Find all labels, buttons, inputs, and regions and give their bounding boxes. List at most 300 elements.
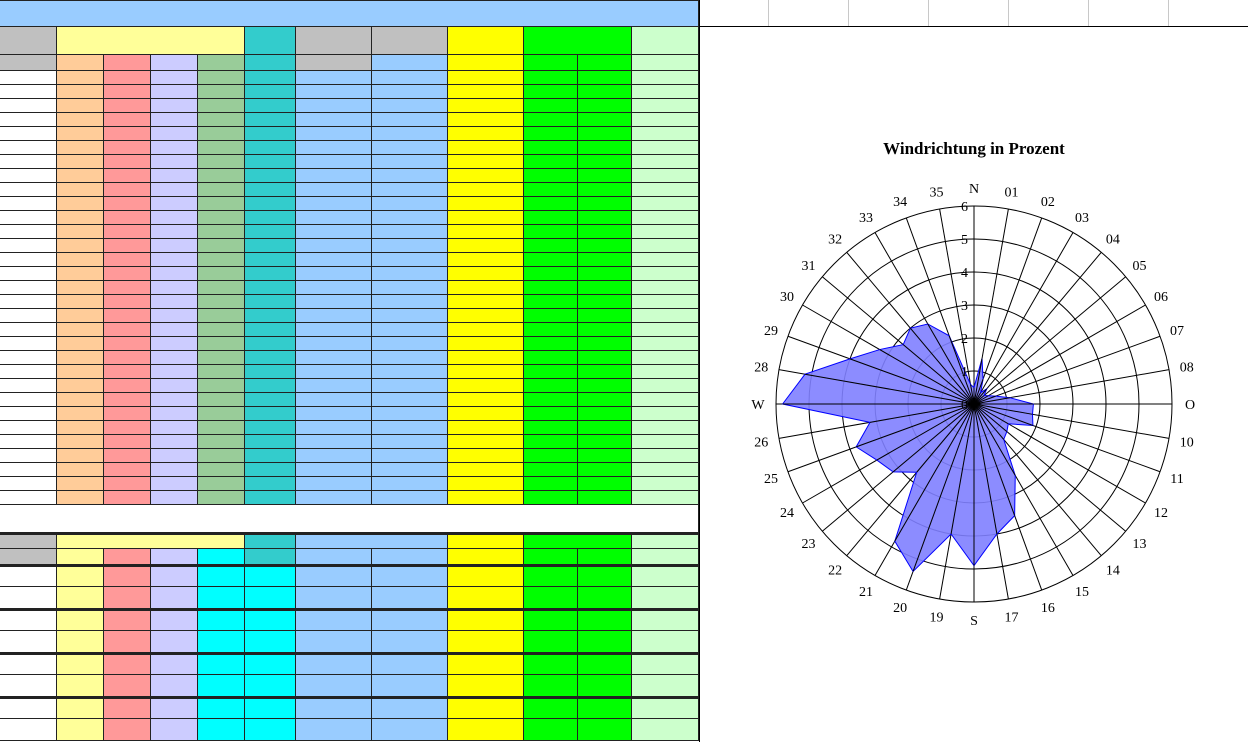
table-cell xyxy=(57,463,104,477)
summary-cell xyxy=(632,631,699,653)
table-cell xyxy=(198,393,245,407)
table-cell xyxy=(372,549,448,565)
table-cell xyxy=(57,365,104,379)
table-cell xyxy=(151,323,198,337)
table-cell xyxy=(296,491,372,505)
table-cell xyxy=(245,435,296,449)
summary-cell xyxy=(198,653,245,675)
table-cell xyxy=(578,239,632,253)
table-cell xyxy=(578,211,632,225)
table-cell xyxy=(296,295,372,309)
summary-cell xyxy=(524,631,578,653)
table-cell xyxy=(632,309,699,323)
direction-label: 32 xyxy=(828,232,843,248)
sum-header-wind xyxy=(524,533,632,549)
table-cell xyxy=(245,239,296,253)
day-label xyxy=(0,477,57,491)
sheet-title xyxy=(0,0,699,27)
table-cell xyxy=(448,127,524,141)
table-cell xyxy=(245,379,296,393)
table-cell xyxy=(372,99,448,113)
sum-subheader xyxy=(448,549,524,565)
table-cell xyxy=(104,155,151,169)
table-cell xyxy=(372,365,448,379)
table-cell xyxy=(57,379,104,393)
summary-cell xyxy=(524,565,578,587)
table-cell xyxy=(198,169,245,183)
table-cell xyxy=(245,85,296,99)
summary-cell xyxy=(372,653,448,675)
summary-cell xyxy=(578,675,632,697)
summary-cell xyxy=(104,653,151,675)
summary-cell xyxy=(151,653,198,675)
table-cell xyxy=(372,351,448,365)
table-cell xyxy=(524,379,578,393)
table-cell xyxy=(245,183,296,197)
day-label xyxy=(0,225,57,239)
summary-label xyxy=(0,653,57,675)
table-cell xyxy=(245,281,296,295)
table-cell xyxy=(372,169,448,183)
sum-subheader xyxy=(198,549,245,565)
table-cell xyxy=(372,491,448,505)
table-cell xyxy=(632,351,699,365)
table-cell xyxy=(524,323,578,337)
summary-cell xyxy=(296,609,372,631)
table-cell xyxy=(198,309,245,323)
table-cell xyxy=(578,169,632,183)
table-cell xyxy=(524,295,578,309)
table-cell xyxy=(632,141,699,155)
table-cell xyxy=(296,113,372,127)
summary-cell xyxy=(296,653,372,675)
summary-cell xyxy=(104,631,151,653)
header-sonne xyxy=(448,27,524,55)
table-cell xyxy=(104,225,151,239)
table-cell xyxy=(245,491,296,505)
table-cell xyxy=(296,421,372,435)
table-cell xyxy=(0,505,699,533)
table-cell xyxy=(104,421,151,435)
table-cell xyxy=(632,183,699,197)
header-temp-emin xyxy=(198,55,245,71)
table-cell xyxy=(578,365,632,379)
summary-cell xyxy=(245,653,296,675)
table-cell xyxy=(0,533,57,549)
day-label xyxy=(0,365,57,379)
sum-subheader xyxy=(245,549,296,565)
table-cell xyxy=(448,393,524,407)
table-cell xyxy=(372,183,448,197)
table-cell xyxy=(57,337,104,351)
table-cell xyxy=(151,267,198,281)
table-cell xyxy=(198,435,245,449)
radial-tick-label: 2 xyxy=(961,332,968,347)
sum-header-taupkt xyxy=(245,533,296,549)
summary-cell xyxy=(632,697,699,719)
table-cell xyxy=(151,309,198,323)
direction-label: 33 xyxy=(859,210,873,226)
table-cell xyxy=(578,421,632,435)
table-cell xyxy=(104,183,151,197)
table-cell xyxy=(104,253,151,267)
table-cell xyxy=(524,309,578,323)
summary-label xyxy=(0,719,57,741)
table-cell xyxy=(57,85,104,99)
table-cell xyxy=(448,155,524,169)
table-cell xyxy=(296,169,372,183)
table-cell xyxy=(57,323,104,337)
table-cell xyxy=(448,379,524,393)
sum-header-sonne xyxy=(448,533,524,549)
table-cell xyxy=(151,141,198,155)
table-cell xyxy=(198,337,245,351)
table-cell xyxy=(632,155,699,169)
table-cell xyxy=(448,421,524,435)
table-cell xyxy=(372,225,448,239)
table-cell xyxy=(448,141,524,155)
table-cell xyxy=(296,365,372,379)
table-cell xyxy=(198,197,245,211)
table-cell xyxy=(372,323,448,337)
summary-cell xyxy=(578,609,632,631)
table-cell xyxy=(104,491,151,505)
summary-cell xyxy=(57,631,104,653)
direction-label: 10 xyxy=(1179,435,1194,451)
table-cell xyxy=(448,407,524,421)
table-cell xyxy=(245,477,296,491)
table-cell xyxy=(448,365,524,379)
header-wind-mittel xyxy=(524,55,578,71)
table-cell xyxy=(57,407,104,421)
table-cell xyxy=(151,491,198,505)
direction-label: 06 xyxy=(1154,290,1169,305)
table-cell xyxy=(198,253,245,267)
table-cell xyxy=(632,281,699,295)
table-cell xyxy=(151,211,198,225)
table-cell xyxy=(151,435,198,449)
header-luftdruck-mittel xyxy=(632,55,699,71)
day-label xyxy=(0,85,57,99)
table-cell xyxy=(296,85,372,99)
summary-cell xyxy=(632,587,699,609)
table-cell xyxy=(198,85,245,99)
table-cell xyxy=(57,295,104,309)
summary-cell xyxy=(524,719,578,741)
sum-header-luftdruck xyxy=(632,533,699,549)
table-cell xyxy=(296,239,372,253)
table-cell xyxy=(245,407,296,421)
table-cell xyxy=(198,365,245,379)
table-cell xyxy=(296,71,372,85)
summary-cell xyxy=(104,719,151,741)
wind-rose-chart xyxy=(699,0,1248,742)
summary-cell xyxy=(104,609,151,631)
table-cell xyxy=(57,253,104,267)
table-cell xyxy=(151,225,198,239)
table-cell xyxy=(104,239,151,253)
table-cell xyxy=(524,351,578,365)
table-cell xyxy=(57,99,104,113)
table-cell xyxy=(57,351,104,365)
table-cell xyxy=(372,449,448,463)
table-cell xyxy=(372,309,448,323)
table-cell xyxy=(632,267,699,281)
table-cell xyxy=(372,113,448,127)
summary-cell xyxy=(104,565,151,587)
table-cell xyxy=(245,323,296,337)
table-cell xyxy=(372,337,448,351)
summary-cell xyxy=(448,609,524,631)
direction-label: W xyxy=(751,398,765,413)
table-cell xyxy=(57,197,104,211)
summary-cell xyxy=(578,587,632,609)
summary-cell xyxy=(198,631,245,653)
summary-cell xyxy=(296,719,372,741)
direction-label: 21 xyxy=(859,585,873,601)
table-cell xyxy=(104,197,151,211)
table-cell xyxy=(372,127,448,141)
day-label xyxy=(0,281,57,295)
table-cell xyxy=(372,253,448,267)
table-cell xyxy=(245,155,296,169)
table-cell xyxy=(57,169,104,183)
header-luftdruck xyxy=(632,27,699,55)
table-cell xyxy=(524,99,578,113)
table-cell xyxy=(57,113,104,127)
table-cell xyxy=(632,393,699,407)
table-cell xyxy=(296,449,372,463)
direction-label: 05 xyxy=(1132,259,1147,275)
day-label xyxy=(0,253,57,267)
table-cell xyxy=(104,393,151,407)
direction-label: 24 xyxy=(779,506,794,521)
table-cell xyxy=(57,225,104,239)
table-cell xyxy=(448,183,524,197)
table-cell xyxy=(198,141,245,155)
table-cell xyxy=(198,449,245,463)
summary-cell xyxy=(448,565,524,587)
direction-label: 34 xyxy=(893,195,908,211)
table-cell xyxy=(578,295,632,309)
summary-cell xyxy=(372,675,448,697)
summary-label xyxy=(0,587,57,609)
sum-subheader xyxy=(57,549,104,565)
sum-subheader xyxy=(104,549,151,565)
sum-header-temperatur xyxy=(57,533,245,549)
summary-cell xyxy=(578,697,632,719)
table-cell xyxy=(578,113,632,127)
table-cell xyxy=(632,407,699,421)
table-cell xyxy=(245,169,296,183)
direction-label: 26 xyxy=(754,435,769,451)
table-cell xyxy=(448,309,524,323)
table-cell xyxy=(632,85,699,99)
summary-cell xyxy=(448,675,524,697)
table-cell xyxy=(151,169,198,183)
table-cell xyxy=(198,71,245,85)
table-cell xyxy=(198,211,245,225)
table-cell xyxy=(448,253,524,267)
summary-cell xyxy=(245,565,296,587)
table-cell xyxy=(198,183,245,197)
table-cell xyxy=(632,379,699,393)
table-cell xyxy=(524,183,578,197)
table-cell xyxy=(632,99,699,113)
summary-cell xyxy=(245,675,296,697)
table-cell xyxy=(524,477,578,491)
direction-label: 31 xyxy=(801,259,816,275)
table-cell xyxy=(448,295,524,309)
header-wind-max xyxy=(578,55,632,71)
day-label xyxy=(0,295,57,309)
table-cell xyxy=(448,477,524,491)
summary-cell xyxy=(372,565,448,587)
table-cell xyxy=(524,141,578,155)
table-cell xyxy=(372,211,448,225)
day-label xyxy=(0,211,57,225)
table-cell xyxy=(578,253,632,267)
table-cell xyxy=(104,449,151,463)
table-cell xyxy=(151,197,198,211)
summary-cell xyxy=(57,675,104,697)
table-cell xyxy=(372,267,448,281)
table-cell xyxy=(632,477,699,491)
table-cell xyxy=(104,477,151,491)
table-cell xyxy=(578,267,632,281)
table-cell xyxy=(524,407,578,421)
table-cell xyxy=(296,407,372,421)
day-label xyxy=(0,323,57,337)
table-cell xyxy=(245,127,296,141)
direction-label: 15 xyxy=(1075,585,1089,601)
table-cell xyxy=(245,113,296,127)
table-cell xyxy=(524,393,578,407)
table-cell xyxy=(104,435,151,449)
table-cell xyxy=(524,365,578,379)
table-cell xyxy=(632,337,699,351)
table-cell xyxy=(57,239,104,253)
table-cell xyxy=(245,211,296,225)
day-label xyxy=(0,435,57,449)
summary-cell xyxy=(104,675,151,697)
table-cell xyxy=(296,253,372,267)
table-cell xyxy=(296,99,372,113)
summary-cell xyxy=(578,631,632,653)
table-cell xyxy=(448,239,524,253)
summary-cell xyxy=(448,719,524,741)
direction-label: N xyxy=(968,182,980,197)
table-cell xyxy=(632,463,699,477)
summary-cell xyxy=(151,719,198,741)
summary-cell xyxy=(632,565,699,587)
direction-label: 14 xyxy=(1105,563,1120,579)
table-cell xyxy=(151,337,198,351)
direction-label: 35 xyxy=(929,185,944,201)
table-cell xyxy=(57,141,104,155)
table-cell xyxy=(524,211,578,225)
table-cell xyxy=(578,407,632,421)
table-cell xyxy=(198,295,245,309)
table-cell xyxy=(448,323,524,337)
table-cell xyxy=(198,281,245,295)
table-cell xyxy=(104,337,151,351)
summary-cell xyxy=(151,565,198,587)
summary-cell xyxy=(448,653,524,675)
day-label xyxy=(0,337,57,351)
summary-cell xyxy=(632,609,699,631)
table-cell xyxy=(372,421,448,435)
table-cell xyxy=(448,435,524,449)
day-label xyxy=(0,183,57,197)
summary-cell xyxy=(448,631,524,653)
radial-tick-label: 5 xyxy=(961,233,968,248)
summary-cell xyxy=(245,719,296,741)
summary-cell xyxy=(632,719,699,741)
table-cell xyxy=(104,281,151,295)
table-cell xyxy=(296,477,372,491)
day-label xyxy=(0,169,57,183)
table-cell xyxy=(245,309,296,323)
table-cell xyxy=(296,155,372,169)
table-cell xyxy=(151,351,198,365)
table-cell xyxy=(104,463,151,477)
direction-label: 02 xyxy=(1040,195,1055,211)
table-cell xyxy=(296,267,372,281)
table-cell xyxy=(151,463,198,477)
day-label xyxy=(0,71,57,85)
table-cell xyxy=(296,435,372,449)
sum-subheader xyxy=(151,549,198,565)
table-cell xyxy=(632,449,699,463)
table-cell xyxy=(524,491,578,505)
table-cell xyxy=(524,337,578,351)
table-cell xyxy=(524,113,578,127)
table-cell xyxy=(296,463,372,477)
table-cell xyxy=(104,85,151,99)
table-cell xyxy=(57,477,104,491)
summary-cell xyxy=(296,697,372,719)
table-cell xyxy=(245,337,296,351)
summary-label xyxy=(0,675,57,697)
summary-cell xyxy=(296,587,372,609)
table-cell xyxy=(632,127,699,141)
day-label xyxy=(0,421,57,435)
table-cell xyxy=(151,449,198,463)
table-cell xyxy=(296,127,372,141)
header-schneehoehe xyxy=(372,27,448,55)
summary-cell xyxy=(578,719,632,741)
day-label xyxy=(0,99,57,113)
table-cell xyxy=(578,85,632,99)
table-cell xyxy=(632,421,699,435)
table-cell xyxy=(151,253,198,267)
header-temperatur xyxy=(57,27,245,55)
header-temp-mittel xyxy=(57,55,104,71)
table-cell xyxy=(296,309,372,323)
table-cell xyxy=(245,421,296,435)
day-label xyxy=(0,491,57,505)
summary-cell xyxy=(151,587,198,609)
table-cell xyxy=(198,463,245,477)
summary-cell xyxy=(524,653,578,675)
header-niederschlag-summe xyxy=(296,55,372,71)
radial-tick-label: 6 xyxy=(961,200,968,215)
summary-cell xyxy=(245,609,296,631)
summary-cell xyxy=(198,675,245,697)
summary-cell xyxy=(372,587,448,609)
table-cell xyxy=(524,127,578,141)
